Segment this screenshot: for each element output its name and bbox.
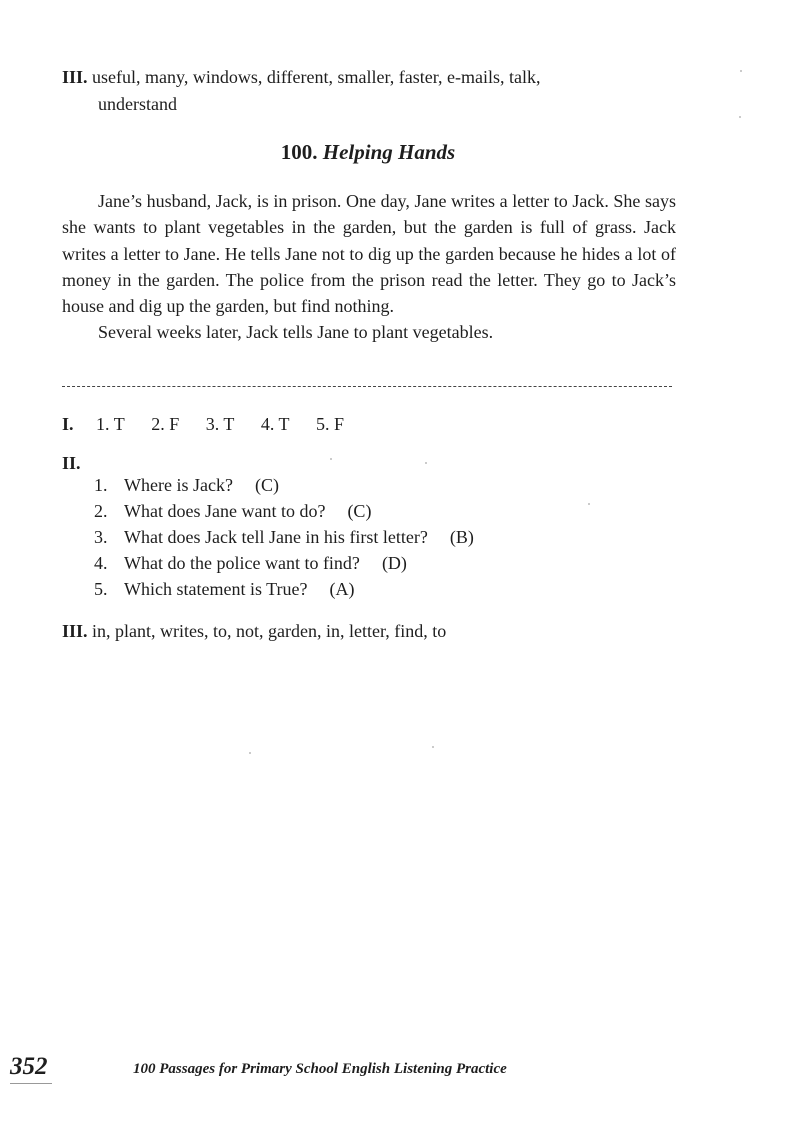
question-row xyxy=(94,501,371,522)
question-answer: (C) xyxy=(254,475,279,495)
question-text: What does Jack tell Jane in his first letter? xyxy=(124,527,428,547)
question-number: 3. xyxy=(94,527,108,547)
question-row xyxy=(94,475,279,496)
passage-name: Helping Hands xyxy=(322,140,456,164)
question-answer: (B) xyxy=(449,527,474,547)
roman-numeral: III. xyxy=(62,621,88,641)
scan-speck xyxy=(249,752,251,754)
passage-title xyxy=(0,140,736,165)
scan-speck xyxy=(740,70,742,72)
passage-body xyxy=(62,188,676,346)
scan-speck xyxy=(425,462,427,464)
prev-section-iii xyxy=(62,64,540,90)
question-answer: (D) xyxy=(381,553,407,573)
question-row xyxy=(94,579,354,600)
page-number-underline xyxy=(10,1083,52,1084)
answers-section-iii xyxy=(62,618,446,644)
question-text: Which statement is True? xyxy=(124,579,308,599)
page-number: 352 xyxy=(10,1053,48,1080)
question-row xyxy=(94,527,474,548)
question-text: What does Jane want to do? xyxy=(124,501,326,521)
prev-answers-line2: understand xyxy=(98,94,177,114)
passage-number: 100. xyxy=(280,140,318,164)
fill-in-answers: in, plant, writes, to, not, garden, in, letter, find, to xyxy=(92,621,447,641)
scan-speck xyxy=(432,746,434,748)
tf-answer: 4. T xyxy=(260,414,290,434)
tf-answer: 5. F xyxy=(316,414,345,434)
question-text: What do the police want to find? xyxy=(124,553,360,573)
tf-answer: 3. T xyxy=(205,414,235,434)
question-row xyxy=(94,553,407,574)
question-number: 1. xyxy=(94,475,108,495)
question-answer: (C) xyxy=(347,501,372,521)
prev-answers-line1: useful, many, windows, different, smaller, faster, e-mails, talk, xyxy=(92,67,541,87)
question-number: 5. xyxy=(94,579,108,599)
question-number: 2. xyxy=(94,501,108,521)
dashed-divider xyxy=(62,386,672,387)
passage-paragraph-1: Jane’s husband, Jack, is in prison. One day, Jane writes a letter to Jack. She says she wants to plant vegetables in the garden, but the garden is full of grass. Jack writes a letter to Jane. He tells Jane not to dig up the garden because he hides a lot of money in the garden. The police from the prison read the letter. They go to Jack’s house and dig up the garden, but find nothing. xyxy=(62,191,676,317)
roman-numeral: III. xyxy=(62,67,88,87)
tf-answer: 2. F xyxy=(151,414,180,434)
question-text: Where is Jack? xyxy=(124,475,233,495)
question-answer: (A) xyxy=(329,579,355,599)
answers-section-i xyxy=(62,411,366,437)
tf-answer: 1. T xyxy=(96,414,125,434)
book-title: 100 Passages for Primary School English Listening Practice xyxy=(133,1061,507,1077)
scan-speck xyxy=(739,116,741,118)
question-number: 4. xyxy=(94,553,108,573)
passage-paragraph-2: Several weeks later, Jack tells Jane to plant vegetables. xyxy=(98,322,494,343)
scan-speck xyxy=(330,458,332,460)
roman-numeral: I. xyxy=(62,414,74,434)
roman-numeral: II. xyxy=(62,453,81,473)
scan-speck xyxy=(588,503,590,505)
